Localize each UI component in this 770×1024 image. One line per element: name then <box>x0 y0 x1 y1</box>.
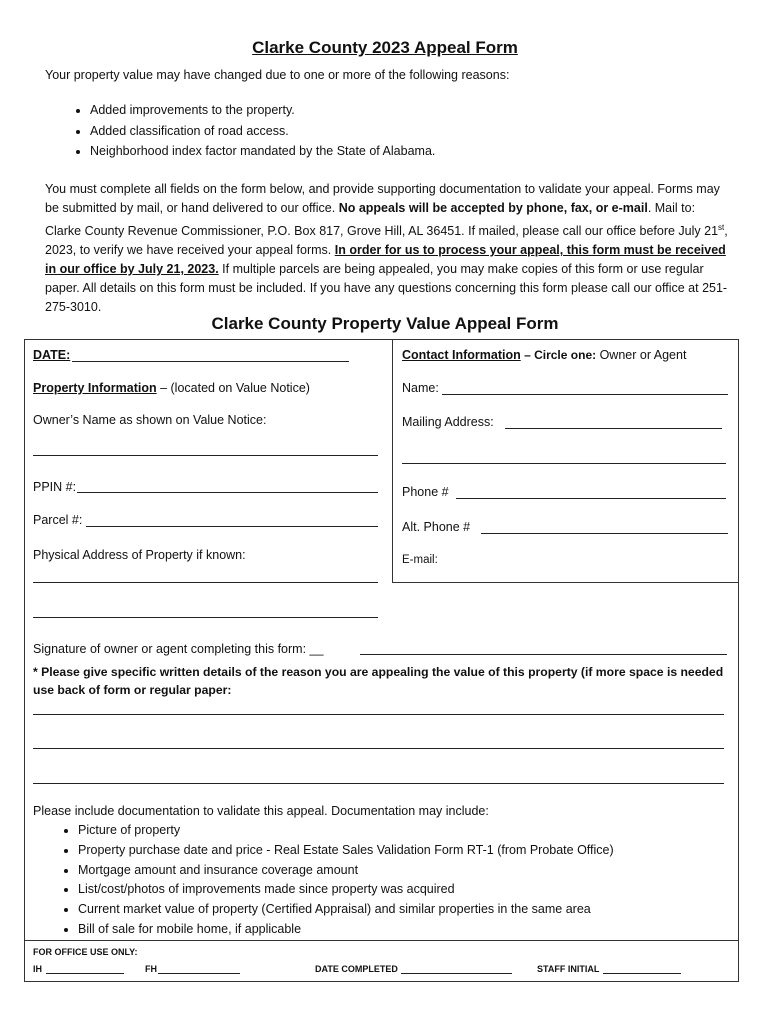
ppin-label: PPIN #: <box>33 480 77 494</box>
contact-box <box>392 339 739 583</box>
instructions-text: If multiple parcels are being appealed, you may make copies of this form or use regular paper. All details on this form must be included. If you have any questions concerning this form please call our office at 251-275-3010. <box>45 262 728 315</box>
instructions-text: , 2023, to verify we have received your appeal forms. <box>45 224 728 258</box>
list-item: • Picture of property <box>78 821 614 841</box>
date-label: DATE: <box>33 348 71 362</box>
intro-text: Your property value may have changed due to one or more of the following reasons: <box>45 68 510 82</box>
page-title: Clarke County 2023 Appeal Form <box>252 38 518 57</box>
docs-list <box>38 821 614 940</box>
signature-label: Signature of owner or agent completing this form: __ <box>33 642 324 656</box>
fh-field[interactable] <box>158 973 240 974</box>
property-info-note: – (located on Value Notice) <box>156 381 310 395</box>
ih-field[interactable] <box>46 973 124 974</box>
reason-line-1[interactable] <box>33 714 724 715</box>
property-info-label: Property Information <box>33 381 157 395</box>
reason-line-3[interactable] <box>33 783 724 784</box>
docs-intro: Please include documentation to validate this appeal. Documentation may include: <box>33 804 489 818</box>
list-item: • Current market value of property (Certified Appraisal) and similar properties in the same area <box>78 900 614 920</box>
ih-label: IH <box>33 964 42 974</box>
list-item: • Added improvements to the property. <box>90 100 435 121</box>
deadline-notice: In order for us to process your appeal, this form must be received in our office by July 21, 2023. <box>45 243 726 277</box>
list-item: • Neighborhood index factor mandated by the State of Alabama. <box>90 141 435 162</box>
list-item: • Mortgage amount and insurance coverage amount <box>78 861 614 881</box>
office-use-label: FOR OFFICE USE ONLY: <box>33 947 138 957</box>
instructions-bold: No appeals will be accepted by phone, fax, or e-mail <box>338 201 648 215</box>
alt-phone-field[interactable] <box>481 533 728 534</box>
parcel-field[interactable] <box>86 526 378 527</box>
owner-name-field[interactable] <box>33 455 378 456</box>
list-item: • Added classification of road access. <box>90 121 435 142</box>
list-item: • List/cost/photos of improvements made since property was acquired <box>78 880 614 900</box>
ppin-field[interactable] <box>77 492 378 493</box>
date-field[interactable] <box>72 361 349 362</box>
reason-prompt: * Please give specific written details of the reason you are appealing the value of this property (if more space is needed use back of form or regular paper: <box>33 665 724 697</box>
instructions-text: . Mail to: Clarke County Revenue Commissioner, P.O. Box 817, Grove Hill, AL 36451. If mailed, please call our office before July 21 <box>45 201 719 239</box>
instructions-text: You must complete all fields on the form below, and provide supporting documentation to validate your appeal. Forms may be submitted by mail, or hand delivered to our office. <box>45 182 720 215</box>
physical-address-field-2[interactable] <box>33 617 378 618</box>
name-label: Name: <box>402 381 439 395</box>
date-completed-label: DATE COMPLETED <box>315 964 398 974</box>
instructions-paragraph <box>45 180 730 317</box>
physical-address-field-1[interactable] <box>33 582 378 583</box>
mailing-address-label: Mailing Address: <box>402 415 494 429</box>
fh-label: FH <box>145 964 157 974</box>
property-info-heading <box>33 381 310 395</box>
list-item: • Property purchase date and price - Real Estate Sales Validation Form RT-1 (from Probate Office) <box>78 841 614 861</box>
phone-field[interactable] <box>456 498 726 499</box>
list-item: • Bill of sale for mobile home, if applicable <box>78 920 614 940</box>
reasons-list <box>48 100 435 162</box>
reason-line-2[interactable] <box>33 748 724 749</box>
date-completed-field[interactable] <box>401 973 512 974</box>
owner-agent-options[interactable]: Owner or Agent <box>596 348 687 362</box>
alt-phone-label: Alt. Phone # <box>402 520 471 534</box>
contact-heading <box>402 348 686 362</box>
parcel-label: Parcel #: <box>33 513 83 527</box>
email-label: E-mail: <box>402 554 438 566</box>
contact-label: Contact Information <box>402 348 521 362</box>
staff-initial-label: STAFF INITIAL <box>537 964 600 974</box>
owner-name-label: Owner’s Name as shown on Value Notice: <box>33 413 267 427</box>
instructions-sup: st <box>718 223 725 232</box>
office-divider <box>24 940 739 941</box>
physical-address-label: Physical Address of Property if known: <box>33 548 246 562</box>
circle-one-label: – Circle one: <box>520 348 597 362</box>
staff-initial-field[interactable] <box>603 973 681 974</box>
signature-field[interactable] <box>360 654 727 655</box>
form-title: Clarke County Property Value Appeal Form <box>211 314 559 333</box>
name-field[interactable] <box>442 394 728 395</box>
phone-label: Phone # <box>402 485 449 499</box>
mailing-address-field-2[interactable] <box>402 463 726 464</box>
mailing-address-field-1[interactable] <box>505 428 722 429</box>
